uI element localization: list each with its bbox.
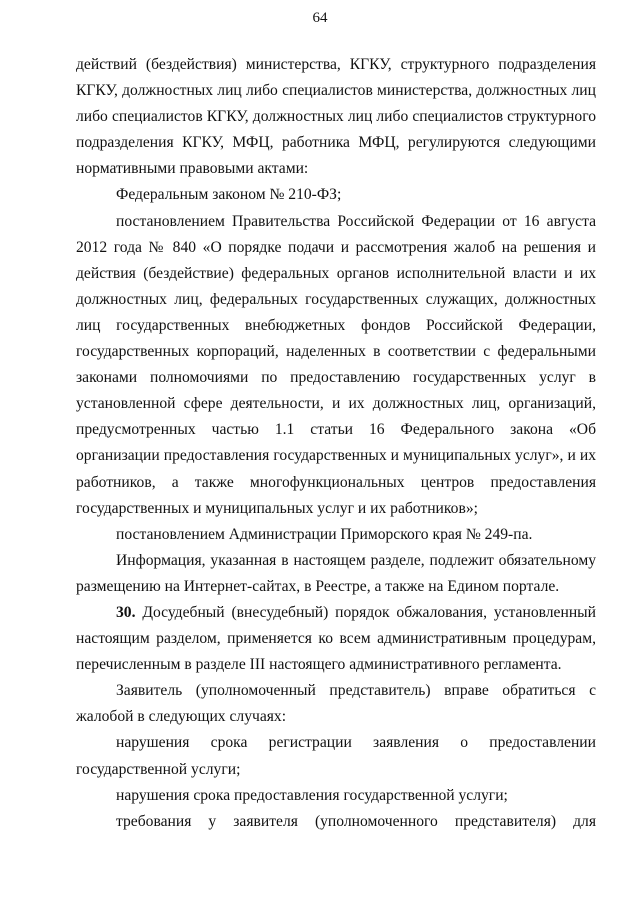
paragraph-case-requirement: требования у заявителя (уполномоченного представителя) для xyxy=(116,812,596,830)
paragraph-federal-law: Федеральным законом № 210-ФЗ; xyxy=(116,186,342,204)
paragraph-primorsky-resolution: постановлением Администрации Приморского края № 249-па. xyxy=(116,525,533,543)
paragraph-case-registration: нарушения срока регистрации заявления о предоставлении государственной услуги; xyxy=(76,734,596,778)
paragraph-information: Информация, указанная в настоящем разделе, подлежит обязательному размещению на Интернет-сайтах, в Реестре, а также на Едином портале. xyxy=(76,551,596,595)
paragraph-30 xyxy=(76,600,596,678)
paragraph-applicant: Заявитель (уполномоченный представитель) вправе обратиться с жалобой в следующих случаях: xyxy=(76,682,596,726)
paragraph-government-resolution: постановлением Правительства Российской Федерации от 16 августа 2012 года № 840 «О порядке подачи и рассмотрения жалоб на решения и действия (бездействие) федеральных органов исполнительной власти и их должностных лиц, федеральных государственных служащих, должностных лиц государственных внебюджетных фондов Российской Федерации, государственных корпораций, наделенных в соответствии с федеральными законами полномочиями по предоставлению государственных услуг в установленной сфере деятельности, и их должностных лиц, организаций, предусмотренных частью 1.1 статьи 16 Федерального закона «Об организации предоставления государственных и муниципальных услуг», и их работников, а также многофункциональных центров предоставления государственных и муниципальных услуг и их работников»; xyxy=(76,212,596,517)
document-body xyxy=(76,52,596,835)
clause-text: Досудебный (внесудебный) порядок обжалования, установленный настоящим разделом, применяется ко всем административным процедурам, перечисленным в разделе III настоящего административного регламента. xyxy=(76,603,596,674)
clause-number: 30. xyxy=(116,603,136,621)
paragraph-continuation: действий (бездействия) министерства, КГКУ, структурного подразделения КГКУ, должностных лиц либо специалистов министерства, должностных лиц либо специалистов КГКУ, должностных лиц либо специалистов структурного подразделения КГКУ, МФЦ, работника МФЦ, регулируются следующими нормативными правовыми актами: xyxy=(76,56,596,178)
paragraph-case-term: нарушения срока предоставления государственной услуги; xyxy=(116,786,508,804)
page-number: 64 xyxy=(312,10,328,26)
